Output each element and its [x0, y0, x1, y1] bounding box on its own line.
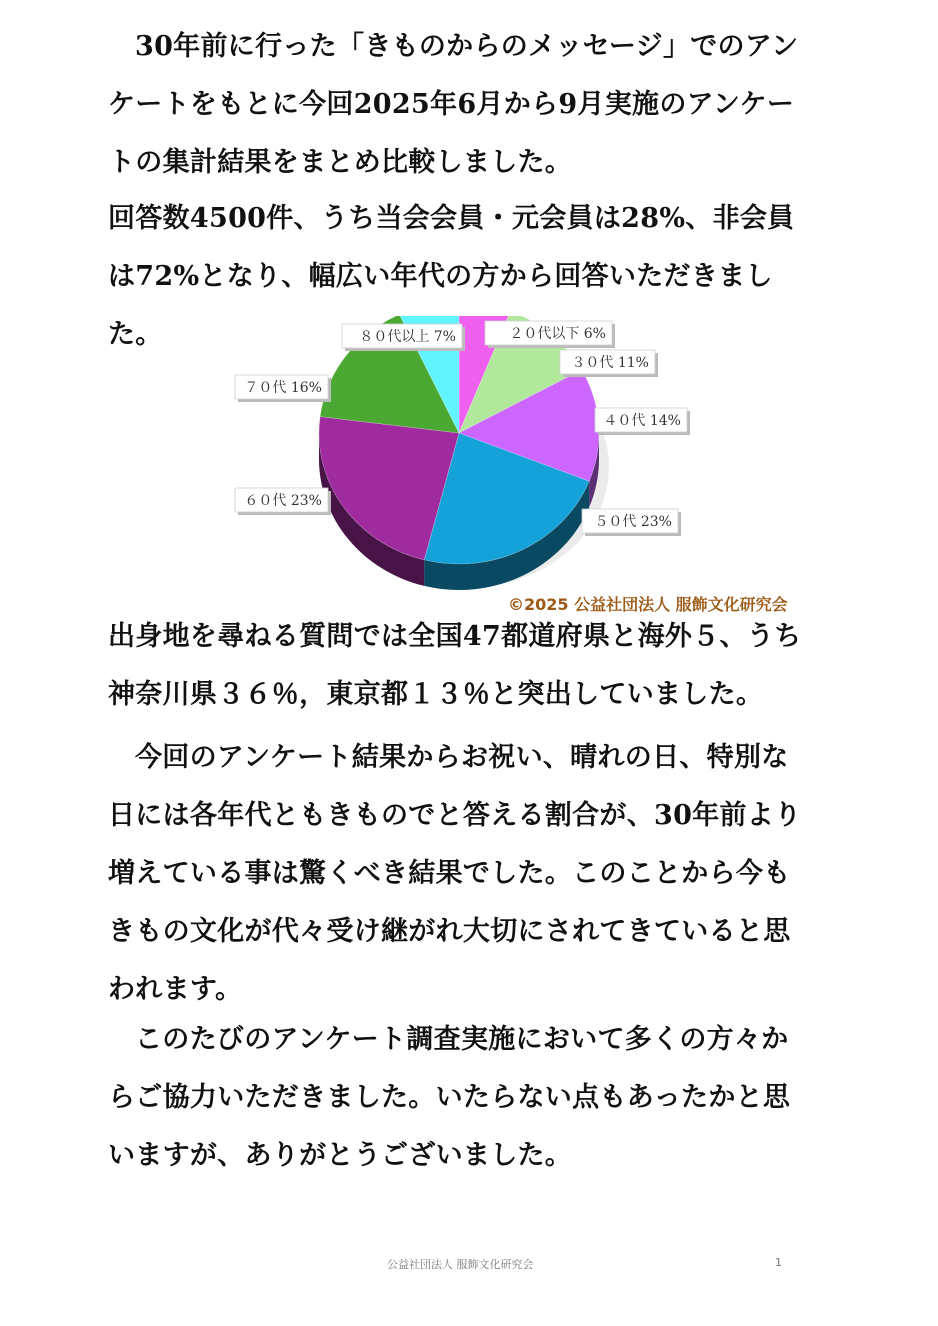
thanks-paragraph: このたびのアンケート調査実施において多くの方々からご協力いただきました。いたらない点もあったかと思いますが、ありがとうございました。	[108, 1024, 791, 1171]
data-label-4: ６０代 23%	[244, 493, 322, 509]
data-label-3: ５０代 23%	[594, 514, 672, 530]
footer-page-number: 1	[775, 1256, 782, 1269]
response-count-paragraph: 回答数4500件、うち当会会員・元会員は28%、非会員は72%となり、幅広い年代の方から回答いただきました。	[108, 203, 795, 350]
intro-paragraph: 30年前に行った「きものからのメッセージ」でのアンケートをもとに今回2025年6月から9月実施のアンケートの集計結果をまとめ比較しました。	[108, 31, 799, 178]
age-distribution-pie-chart	[230, 316, 700, 601]
results-paragraph: 今回のアンケート結果からお祝い、晴れの日、特別な日には各年代ともきものでと答える割合が、30年前より増えている事は驚くべき結果でした。このことから今もきもの文化が代々受け継がれ大切にされてきていると思われます。	[108, 742, 802, 1005]
footer-organization: 公益社団法人 服飾文化研究会	[387, 1258, 534, 1271]
data-label-1: ３０代 11%	[571, 355, 649, 371]
data-label-0: ２０代以下 6%	[509, 326, 606, 342]
pie-chart-svg	[230, 316, 700, 601]
data-label-2: ４０代 14%	[603, 413, 681, 429]
data-label-6: ８０代以上 7%	[359, 329, 456, 345]
chart-copyright: ©2025 公益社団法人 服飾文化研究会	[508, 595, 788, 614]
birthplace-paragraph: 出身地を尋ねる質問では全国47都道府県と海外５、うち神奈川県３６％，東京都１３％と突出していました。	[108, 621, 802, 710]
data-label-5: ７０代 16%	[244, 380, 322, 396]
